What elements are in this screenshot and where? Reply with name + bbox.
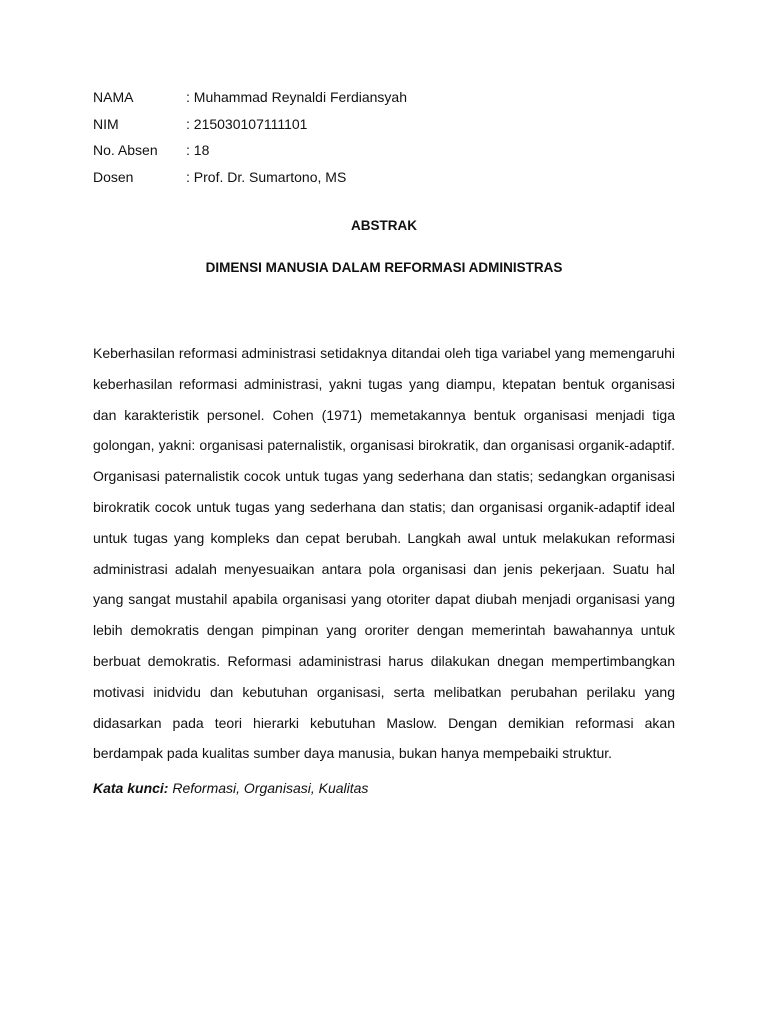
absen-value: : 18 — [186, 142, 210, 158]
info-row-dosen — [93, 164, 693, 191]
dosen-value: : Prof. Dr. Sumartono, MS — [186, 168, 347, 185]
info-row-nim — [93, 111, 693, 138]
name-label: NAMA — [93, 89, 134, 105]
keywords-label: Kata kunci: — [93, 780, 169, 796]
dosen-label: Dosen — [93, 168, 134, 185]
keywords-value: Reformasi, Organisasi, Kualitas — [172, 780, 369, 796]
paper-title: DIMENSI MANUSIA DALAM REFORMASI ADMINISTRAS — [205, 260, 563, 275]
abstract-body: Keberhasilan reformasi administrasi setidaknya ditandai oleh tiga variabel yang memengaruhi keberhasilan reformasi administrasi, yakni tugas yang diampu, ktepatan bentuk organisasi dan karakteristik personel. Cohen (1971) memetakannya bentuk organisasi menjadi tiga golongan, yakni: organisasi paternalistik, organisasi birokratik, dan organisasi organik-adaptif. Organisasi paternalistik cocok untuk tugas yang sederhana dan statis; sedangkan organisasi birokratik cocok untuk tugas yang sederhana dan statis; dan organisasi organik-adaptif ideal untuk tugas yang kompleks dan cepat berubah. Langkah awal untuk melakukan reformasi administrasi adalah menyesuaikan antara pola organisasi dan jenis pekerjaan. Suatu hal yang sangat mustahil apabila organisasi yang otoriter dapat diubah menjadi organisasi yang lebih demokratis dengan pimpinan yang ororiter dengan memerintah bawahannya untuk berbuat demokratis. Reformasi adaministrasi harus dilakukan dnegan mempertimbangkan motivasi inidvidu dan kebutuhan organisasi, serta melibatkan perubahan perilaku yang didasarkan pada teori hierarki kebutuhan Maslow. Dengan demikian reformasi akan berdampak pada kualitas sumber daya manusia, bukan hanya mempebaiki struktur. — [93, 345, 675, 762]
abstract-heading: ABSTRAK — [351, 218, 417, 233]
student-info-block — [93, 84, 693, 190]
keywords-line — [93, 780, 368, 796]
info-row-absen — [93, 137, 693, 164]
nim-label: NIM — [93, 115, 119, 132]
nim-value: : 215030107111101 — [186, 115, 308, 132]
name-value: : Muhammad Reynaldi Ferdiansyah — [186, 89, 407, 105]
info-row-name — [93, 84, 693, 111]
absen-label: No. Absen — [93, 142, 158, 158]
